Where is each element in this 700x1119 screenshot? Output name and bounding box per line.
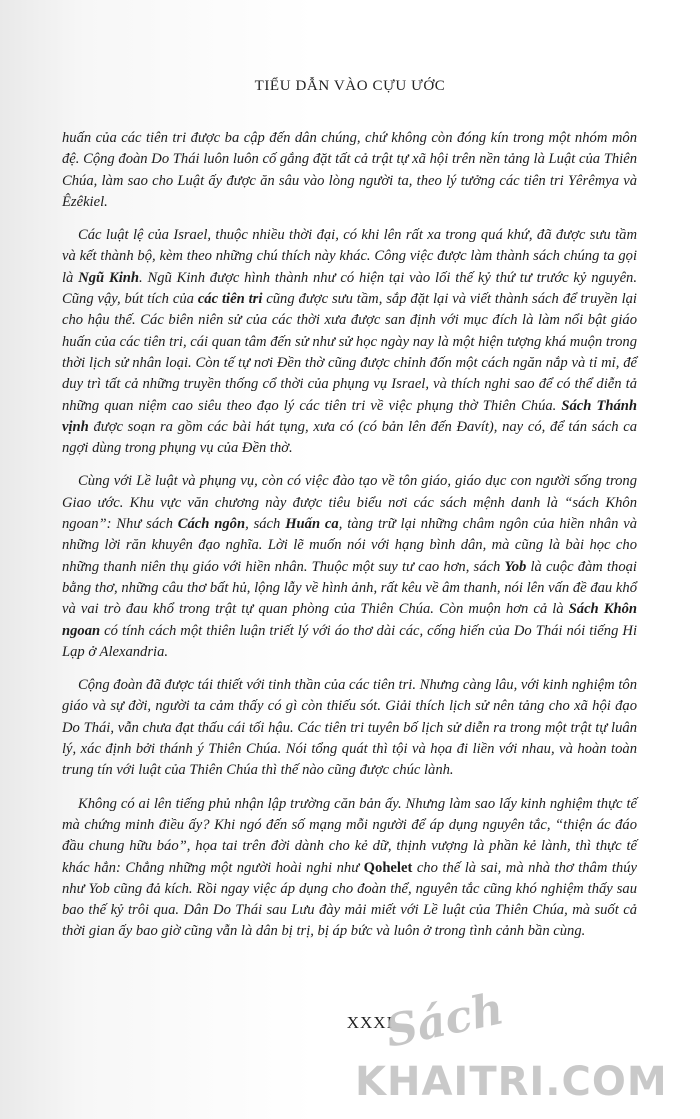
paragraph-2-text: Các luật lệ của Israel, thuộc nhiều thời đại, có khi lên rất xa trong quá khứ, đã được sưu tầm và kết thành bộ, kèm theo những chú thích này khác. Công việc được làm thành sách chúng ta gọi là [62,227,637,286]
paragraph-5 [62,794,637,943]
paragraph-2-text: cũng được sưu tầm, sắp đặt lại và viết thành sách để truyền lại cho hậu thế. Các biên niên sử của các thời xưa được san định với mục đích là làm nổi bật giáo huấn của các tiên tri, cái quan tâm đến sử như sử học ngày nay là một hiện tượng khá muộn trong thời lịch sử nhân loại. Còn tế tự nơi Đền thờ cũng được chỉnh đốn một cách ngăn nắp và tỉ mỉ, để duy trì tất cả những truyền thống cổ thời của phụng vụ Israel, và thích nghi sao để có thể diễn tả những quan niệm cao siêu theo đạo lý các tiên tri về việc phụng thờ Thiên Chúa. [62,291,637,414]
term-qohelet: Qohelet [363,859,413,876]
paragraph-2-text: . Ngũ Kinh được hình thành như có hiện tại vào lối thế kỷ thứ tư trước kỷ nguyên. Cũng vậy, bút tích của [62,269,637,308]
paragraph-3-text: có tính cách một thiên luận triết lý với áo thơ dài các, cống hiến của Do Thái nói tiếng Hi Lạp ở Alexandria. [62,622,637,660]
paragraph-5-text: Không có ai lên tiếng phủ nhận lập trường căn bản ấy. Nhưng làm sao lấy kinh nghiệm thực tế mà chứng minh điều ấy? Khi ngó đến số mạng mỗi người để áp dụng nguyên tắc, “thiện ác đáo đầu chung hữu báo”, họa tai trên đời dành cho kẻ dữ, thịnh vượng là phần kẻ lành, thì thực tế khác hẳn: Chẳng những một người hoài nghi như [62,795,637,876]
term-cac-tien-tri: các tiên tri [197,291,263,308]
paragraph-3-text: , sách [245,516,286,533]
term-huan-ca: Huấn ca [285,516,339,533]
term-yob: Yob [504,558,527,575]
site-watermark-logo [355,983,700,1119]
paragraph-2 [62,225,637,459]
term-sach-thanh-vinh: Sách Thánh vịnh [62,397,638,435]
watermark-brand-text: KHAITRI.COM [355,1059,668,1105]
paragraph-1 [62,128,637,213]
paragraph-3-text: Cùng với Lề luật và phụng vụ, còn có việc đào tạo về tôn giáo, giáo dục con người sống trong Giao ước. Khu vực văn chương này được tiêu biểu nơi các sách mệnh danh là “sách Khôn ngoan”: Như sách [62,473,637,533]
page-number: XXXI [346,1013,394,1032]
running-title: TIỂU DẪN VÀO CỰU ƯỚC [254,78,446,94]
paragraph-4-text: Cộng đoàn đã được tái thiết với tinh thần của các tiên tri. Nhưng càng lâu, với kinh nghiệm tôn giáo và sự đời, người ta cảm thấy có gì còn thiếu sót. Giải thích lịch sử nên tảng cho xã hội đạo Do Thái, vẫn chưa đạt thấu cái tối hậu. Các tiên tri tuyên bố lịch sử diễn ra trong một trật tự luân lý, xác định bởi thánh ý Thiên Chúa. Nói tổng quát thì tội và họa đi liền với nhau, và hoàn toàn trung tín với luật của Thiên Chúa thì thế nào cũng được chúc lành. [62,677,637,779]
paragraph-4 [62,675,637,781]
term-ngu-kinh: Ngũ Kinh [78,269,139,286]
paragraph-3-text: là cuộc đàm thoại bằng thơ, những câu thơ bất hủ, lộng lẫy về hình ảnh, rất kêu về âm thanh, nói lên vấn đề đau khổ và vai trò đau khổ trong trật tự quan phòng của Thiên Chúa. Còn muộn hơn cả là [62,558,637,618]
watermark-script-text: Sách [380,983,509,1058]
term-cach-ngon: Cách ngôn [177,516,246,533]
paragraph-3 [62,471,637,663]
term-sach-khon-ngoan: Sách Khôn ngoan [62,601,638,639]
paragraph-1-text: huấn của các tiên tri được ba cập đến dân chúng, chứ không còn đóng kín trong một nhóm môn đệ. Cộng đoàn Do Thái luôn luôn cố gắng đặt tất cả trật tự xã hội trên nền tảng là Luật của Thiên Chúa, làm sao cho Luật ấy được ăn sâu vào lòng người ta, theo lý tưởng các tiên tri Yêrêmya và Êzêkiel. [62,130,637,210]
paragraph-3-text: , tàng trữ lại những châm ngôn của hiền nhân và những lời răn khuyên đạo nghĩa. Lời lẽ muốn nói với hạng bình dân, mà cũng là bài học cho những thanh niên thụ giáo với hiền nhân. Thuộc một suy tư cao hơn, sách [62,516,638,575]
paragraph-5-text: cho thế là sai, mà nhà thơ thâm thúy như Yob cũng đả kích. Rồi ngay việc áp dụng cho đoàn thể, nguyên tắc cũng khó nghiệm thấy sau bao thế kỷ trôi qua. Dân Do Thái sau Lưu đày mải miết với Lề luật của Thiên Chúa, mà suốt cả thời gian ấy bao giờ cũng vẫn là dân bị trị, bị áp bức và luôn ở trong tình cảnh bần cùng. [62,859,637,940]
paragraph-2-text: được soạn ra gồm các bài hát tụng, xưa có (có bản lên đến Đavít), nay có, để tán sách ca ngợi dùng trong phụng vụ của Đền thờ. [62,418,637,457]
body-text [62,128,637,955]
